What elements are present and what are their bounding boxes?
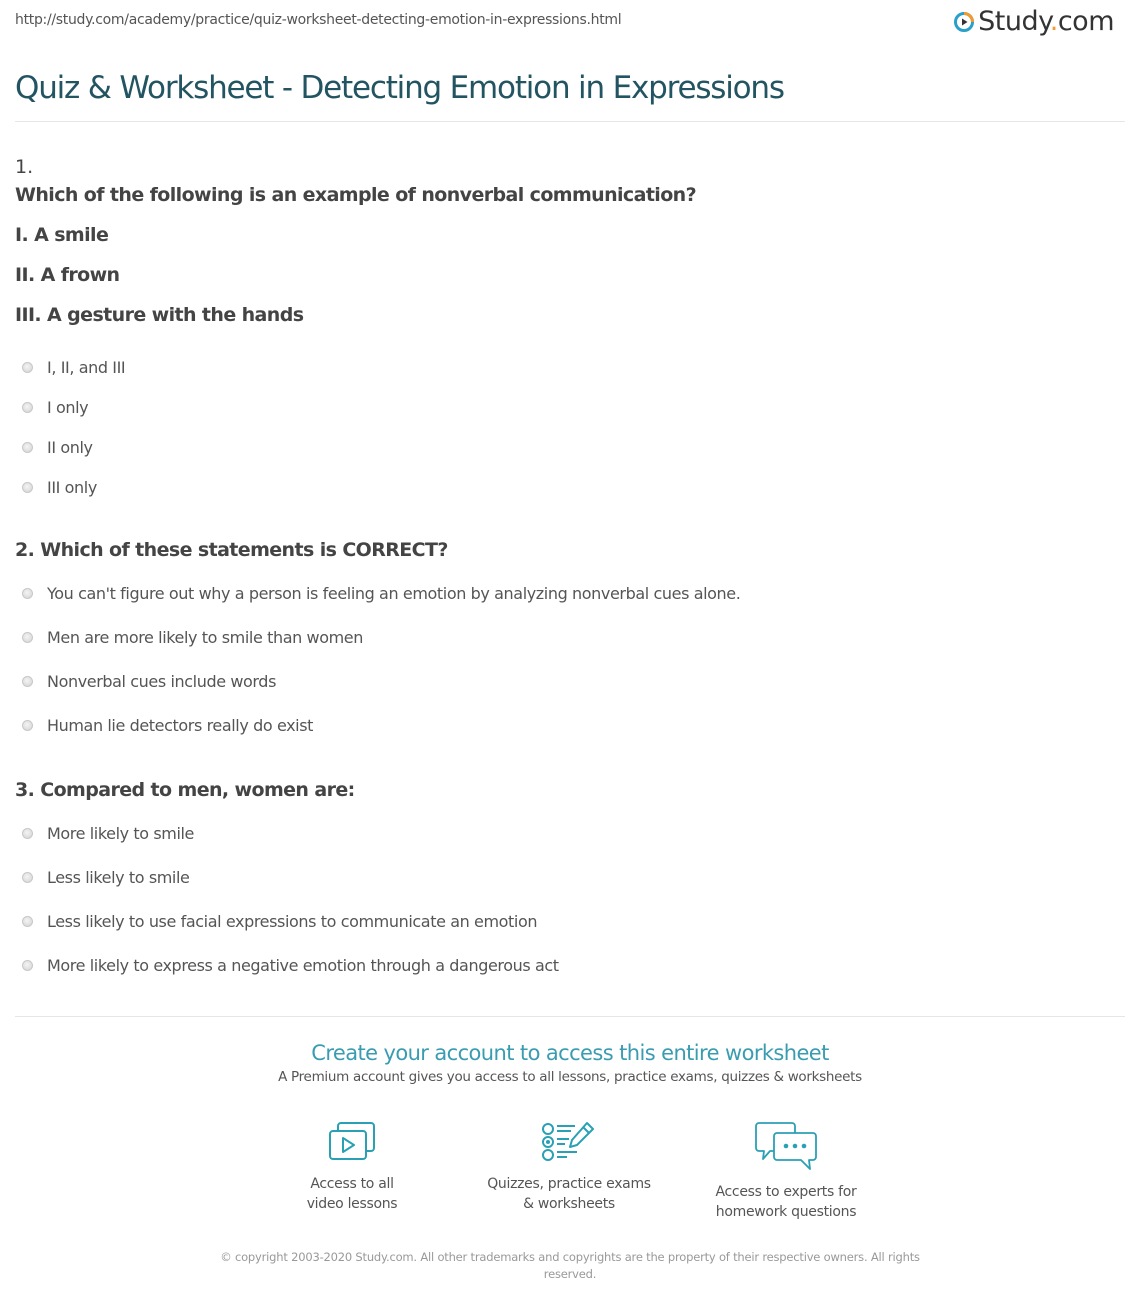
- question-1-option-2[interactable]: [22, 398, 88, 417]
- option-label: Nonverbal cues include words: [47, 672, 277, 691]
- question-2-text: 2. Which of these statements is CORRECT?: [15, 539, 448, 561]
- option-label: You can't figure out why a person is feeling an emotion by analyzing nonverbal cues alone.: [47, 584, 741, 603]
- question-3-option-3[interactable]: [22, 912, 537, 931]
- page-url: http://study.com/academy/practice/quiz-worksheet-detecting-emotion-in-expressions.html: [15, 12, 622, 28]
- title-divider: [15, 121, 1125, 122]
- question-1-option-4[interactable]: [22, 478, 97, 497]
- radio-button[interactable]: [22, 720, 33, 731]
- radio-button[interactable]: [22, 362, 33, 373]
- feature-label: Quizzes, practice exams & worksheets: [487, 1176, 651, 1212]
- question-1-statement-3: III. A gesture with the hands: [15, 304, 304, 326]
- radio-button[interactable]: [22, 916, 33, 927]
- study-logo[interactable]: [953, 8, 1114, 35]
- option-label: I, II, and III: [47, 358, 126, 377]
- question-2-option-4[interactable]: [22, 716, 313, 735]
- option-label: Men are more likely to smile than women: [47, 628, 363, 647]
- logo-text: Study.com: [978, 6, 1114, 37]
- radio-button[interactable]: [22, 588, 33, 599]
- question-2-option-2[interactable]: [22, 628, 363, 647]
- study-logo-play-icon: [953, 11, 975, 33]
- option-label: Less likely to use facial expressions to communicate an emotion: [47, 912, 538, 931]
- question-1-statement-1: I. A smile: [15, 224, 109, 246]
- copyright-notice: © copyright 2003-2020 Study.com. All other trademarks and copyrights are the property of their respective owners. All rights reserved.: [220, 1250, 920, 1281]
- quiz-divider: [15, 1016, 1125, 1017]
- feature-experts: [686, 1120, 886, 1222]
- question-1-statement-2: II. A frown: [15, 264, 120, 286]
- option-label: Human lie detectors really do exist: [47, 716, 314, 735]
- radio-button[interactable]: [22, 482, 33, 493]
- question-2-option-3[interactable]: [22, 672, 276, 691]
- question-3-text: 3. Compared to men, women are:: [15, 779, 355, 801]
- question-2-option-1[interactable]: [22, 584, 740, 603]
- video-lessons-icon: [326, 1120, 378, 1164]
- radio-button[interactable]: [22, 960, 33, 971]
- feature-quizzes: [469, 1120, 669, 1214]
- question-1-text: Which of the following is an example of nonverbal communication?: [15, 184, 697, 206]
- radio-button[interactable]: [22, 402, 33, 413]
- feature-label: Access to all video lessons: [306, 1176, 398, 1212]
- option-label: More likely to smile: [47, 824, 194, 843]
- radio-button[interactable]: [22, 872, 33, 883]
- page-title: Quiz & Worksheet - Detecting Emotion in Expressions: [15, 70, 784, 106]
- question-3-option-4[interactable]: [22, 956, 559, 975]
- option-label: More likely to express a negative emotion through a dangerous act: [47, 956, 559, 975]
- question-1-number: 1.: [15, 156, 34, 178]
- question-1-option-1[interactable]: [22, 358, 125, 377]
- radio-button[interactable]: [22, 442, 33, 453]
- option-label: III only: [47, 478, 97, 497]
- quiz-checklist-icon: [541, 1120, 597, 1164]
- cta-title[interactable]: Create your account to access this entire worksheet: [311, 1041, 829, 1065]
- question-3-option-1[interactable]: [22, 824, 194, 843]
- chat-bubbles-icon: [754, 1120, 818, 1172]
- radio-button[interactable]: [22, 632, 33, 643]
- radio-button[interactable]: [22, 828, 33, 839]
- feature-video-lessons: [252, 1120, 452, 1214]
- cta-subtitle: A Premium account gives you access to all lessons, practice exams, quizzes & worksheets: [278, 1069, 862, 1085]
- option-label: Less likely to smile: [47, 868, 190, 887]
- question-1-option-3[interactable]: [22, 438, 93, 457]
- option-label: I only: [47, 398, 89, 417]
- option-label: II only: [47, 438, 93, 457]
- feature-label: Access to experts for homework questions: [715, 1184, 857, 1220]
- question-3-option-2[interactable]: [22, 868, 189, 887]
- radio-button[interactable]: [22, 676, 33, 687]
